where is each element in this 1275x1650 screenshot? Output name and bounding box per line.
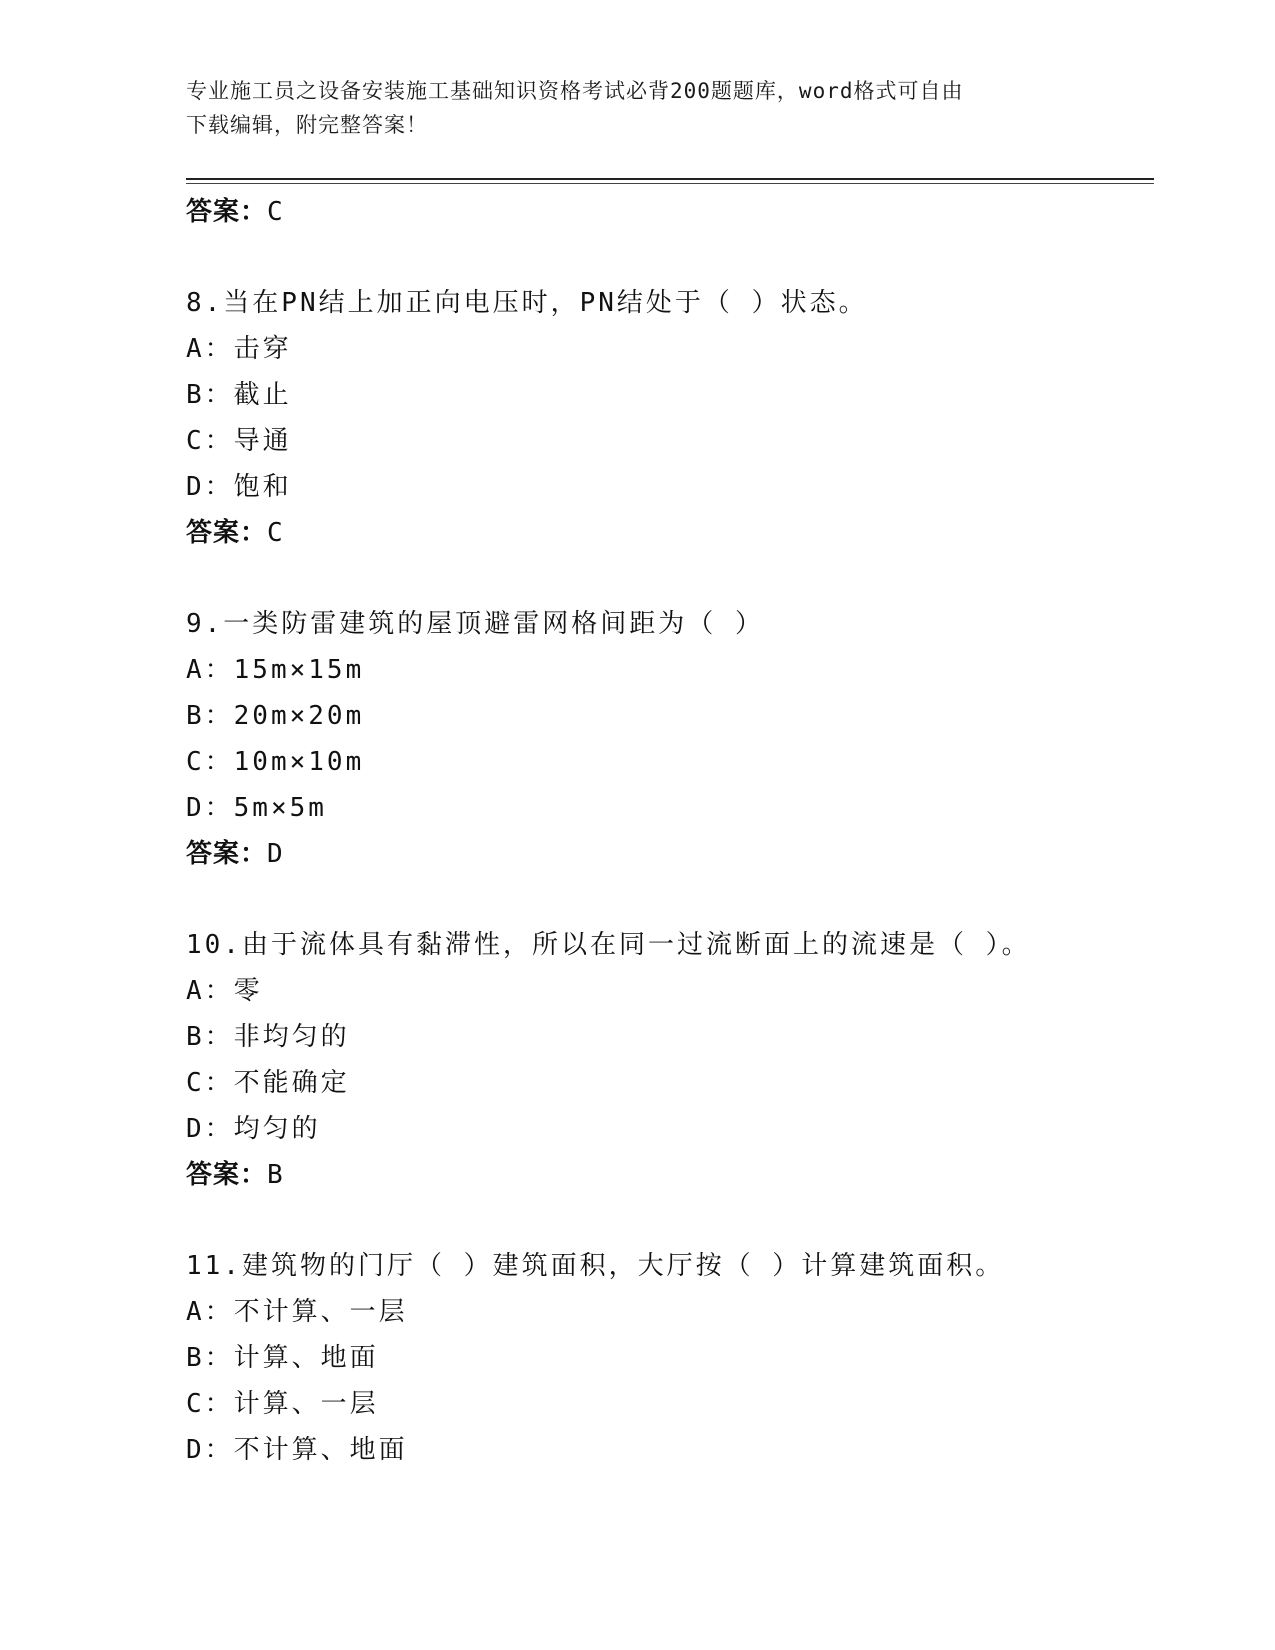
option-a: A：零 xyxy=(186,976,263,1006)
option-d: D：不计算、地面 xyxy=(186,1435,408,1465)
answer-value: B xyxy=(267,1160,284,1190)
spacer xyxy=(186,235,1154,280)
question-text: 10.由于流体具有黏滞性，所以在同一过流断面上的流速是（ ）。 xyxy=(186,930,1031,960)
question-block xyxy=(186,280,1154,556)
answer-label: 答案： xyxy=(186,518,268,548)
answer-label: 答案： xyxy=(186,197,268,227)
question-block xyxy=(186,601,1154,877)
option-d: D：均匀的 xyxy=(186,1114,321,1144)
answer-value: C xyxy=(267,518,284,548)
question-block xyxy=(186,1243,1154,1473)
question-text: 8.当在PN结上加正向电压时，PN结处于（ ）状态。 xyxy=(186,288,868,318)
option-c: C：不能确定 xyxy=(186,1068,350,1098)
question-answer xyxy=(186,510,1154,556)
option-d: D：饱和 xyxy=(186,472,292,502)
spacer xyxy=(186,877,1154,922)
question-answer xyxy=(186,831,1154,877)
prev-answer xyxy=(186,189,1154,235)
question-block xyxy=(186,922,1154,1198)
answer-value: D xyxy=(267,839,284,869)
option-b: B：非均匀的 xyxy=(186,1022,350,1052)
option-c: C：10m×10m xyxy=(186,747,365,777)
option-b: B：截止 xyxy=(186,380,292,410)
option-b: B：计算、地面 xyxy=(186,1343,379,1373)
header-divider-thin xyxy=(186,183,1154,184)
document-header xyxy=(186,74,1086,142)
option-a: A：15m×15m xyxy=(186,655,365,685)
answer-value: C xyxy=(267,197,284,227)
option-c: C：计算、一层 xyxy=(186,1389,379,1419)
question-answer xyxy=(186,1152,1154,1198)
option-d: D：5m×5m xyxy=(186,793,327,823)
option-a: A：击穿 xyxy=(186,334,292,364)
header-line-1: 专业施工员之设备安装施工基础知识资格考试必背200题题库，word格式可自由 xyxy=(186,79,964,103)
header-line-2: 下载编辑，附完整答案！ xyxy=(186,113,428,137)
spacer xyxy=(186,1198,1154,1243)
spacer xyxy=(186,556,1154,601)
option-b: B：20m×20m xyxy=(186,701,365,731)
header-divider-thick xyxy=(186,178,1154,180)
question-text: 9.一类防雷建筑的屋顶避雷网格间距为（ ） xyxy=(186,609,764,639)
answer-label: 答案： xyxy=(186,1160,268,1190)
question-text: 11.建筑物的门厅（ ）建筑面积，大厅按（ ）计算建筑面积。 xyxy=(186,1251,1005,1281)
question-list xyxy=(186,189,1154,1473)
answer-label: 答案： xyxy=(186,839,268,869)
option-c: C：导通 xyxy=(186,426,292,456)
option-a: A：不计算、一层 xyxy=(186,1297,408,1327)
